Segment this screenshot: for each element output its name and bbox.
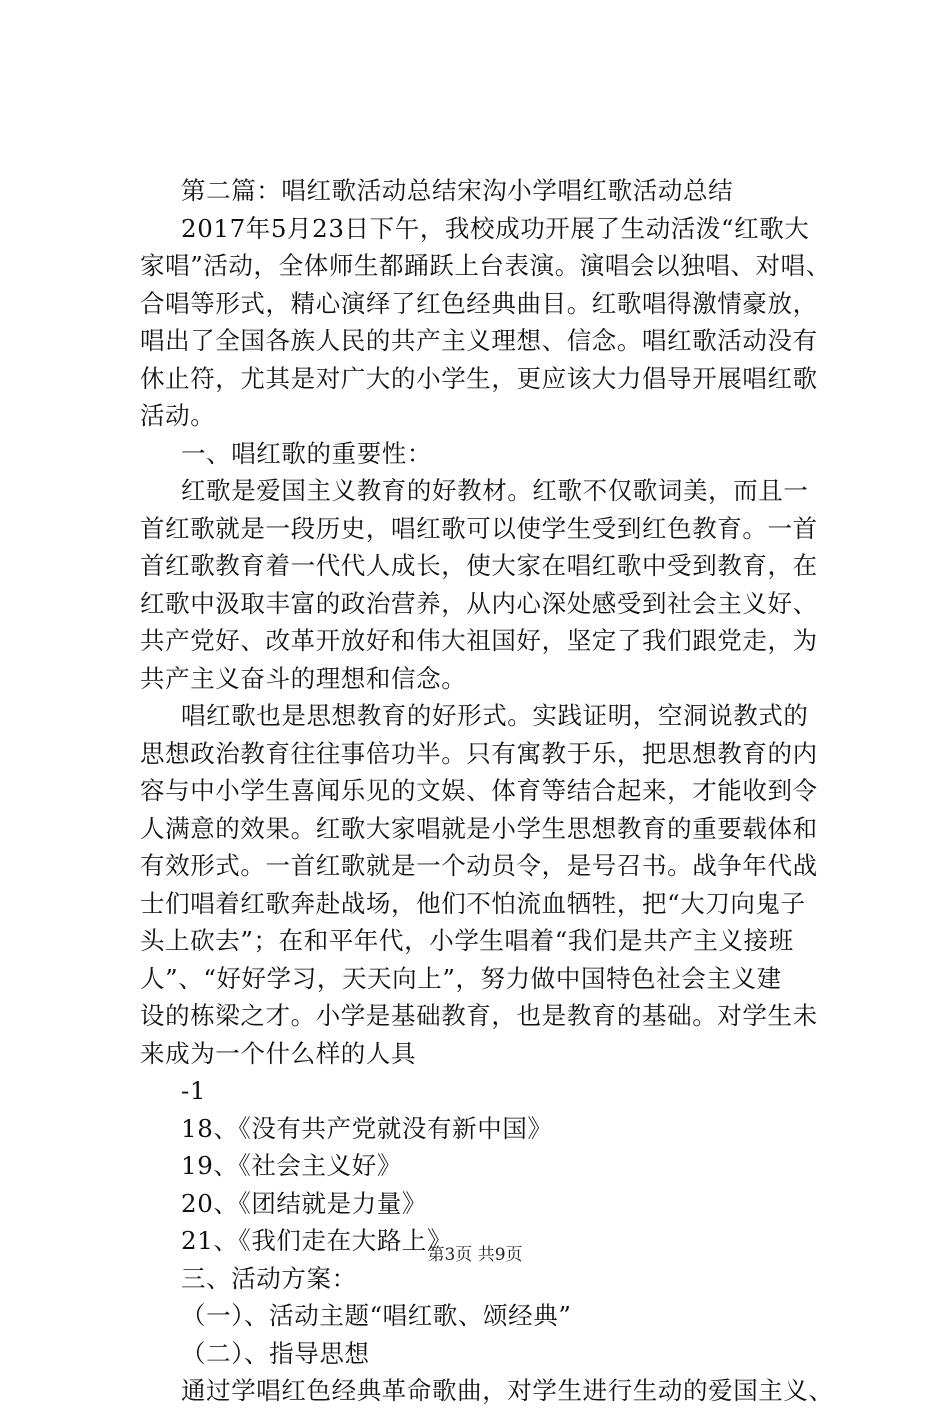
text-line: 活动。 bbox=[140, 401, 216, 430]
text-line: 共产党好、改革开放好和伟大祖国好，坚定了我们跟党走，为 bbox=[140, 626, 818, 655]
text-line: 设的栋梁之才。小学是基础教育，也是教育的基础。对学生未 bbox=[140, 1001, 818, 1030]
text-line: 通过学唱红色经典革命歌曲，对学生进行生动的爱国主义、 bbox=[181, 1376, 834, 1405]
text-line: 思想政治教育往往事倍功半。只有寓教于乐，把思想教育的内 bbox=[140, 738, 818, 768]
text-line: 红歌是爱国主义教育的好教材。红歌不仅歌词美，而且一 bbox=[181, 476, 809, 505]
text-line: 合唱等形式，精心演绎了红色经典曲目。红歌唱得激情豪放， bbox=[140, 288, 818, 318]
text-line: 人”、“好好学习，天天向上”，努力做中国特色社会主义建 bbox=[140, 963, 782, 993]
document-body bbox=[140, 172, 840, 1410]
text-line: 首红歌就是一段历史，唱红歌可以使学生受到红色教育。一首 bbox=[140, 513, 818, 543]
text-line: （一）、活动主题“唱红歌、颂经典” bbox=[181, 1301, 572, 1330]
text-line: 2017年5月23日下午，我校成功开展了生动活泼“红歌大 bbox=[181, 213, 810, 243]
text-line: 18、《没有共产党就没有新中国》 bbox=[181, 1113, 553, 1143]
page-footer: 第3页 共9页 bbox=[427, 1245, 523, 1265]
text-line: 20、《团结就是力量》 bbox=[181, 1188, 428, 1218]
text-line: 首红歌教育着一代代人成长，使大家在唱红歌中受到教育，在 bbox=[140, 551, 818, 580]
text-line: -1 bbox=[181, 1076, 207, 1105]
text-line: （二）、指导思想 bbox=[181, 1338, 370, 1368]
text-line: 19、《社会主义好》 bbox=[181, 1151, 402, 1180]
text-line: 唱红歌也是思想教育的好形式。实践证明，空洞说教式的 bbox=[181, 701, 809, 730]
text-line: 一、唱红歌的重要性： bbox=[181, 438, 432, 468]
text-line: 来成为一个什么样的人具 bbox=[140, 1038, 417, 1068]
text-line: 共产主义奋斗的理想和信念。 bbox=[140, 663, 467, 693]
text-line: 人满意的效果。红歌大家唱就是小学生思想教育的重要载体和 bbox=[140, 813, 818, 843]
text-line: 头上砍去”；在和平年代，小学生唱着“我们是共产主义接班 bbox=[140, 926, 794, 955]
text-line: 家唱”活动，全体师生都踊跃上台表演。演唱会以独唱、对唱、 bbox=[140, 251, 831, 280]
text-line: 有效形式。一首红歌就是一个动员令，是号召书。战争年代战 bbox=[140, 851, 818, 880]
text-line: 唱出了全国各族人民的共产主义理想、信念。唱红歌活动没有 bbox=[140, 326, 818, 355]
text-line: 红歌中汲取丰富的政治营养，从内心深处感受到社会主义好、 bbox=[140, 588, 818, 618]
text-line: 21、《我们走在大路上》 bbox=[181, 1226, 453, 1255]
text-line: 三、活动方案： bbox=[181, 1263, 357, 1293]
text-line: 第二篇：唱红歌活动总结宋沟小学唱红歌活动总结 bbox=[181, 176, 734, 205]
text-line: 士们唱着红歌奔赴战场，他们不怕流血牺牲，把“大刀向鬼子 bbox=[140, 888, 806, 918]
text-line: 休止符，尤其是对广大的小学生，更应该大力倡导开展唱红歌 bbox=[140, 363, 818, 393]
text-line: 容与中小学生喜闻乐见的文娱、体育等结合起来，才能收到令 bbox=[140, 776, 818, 805]
